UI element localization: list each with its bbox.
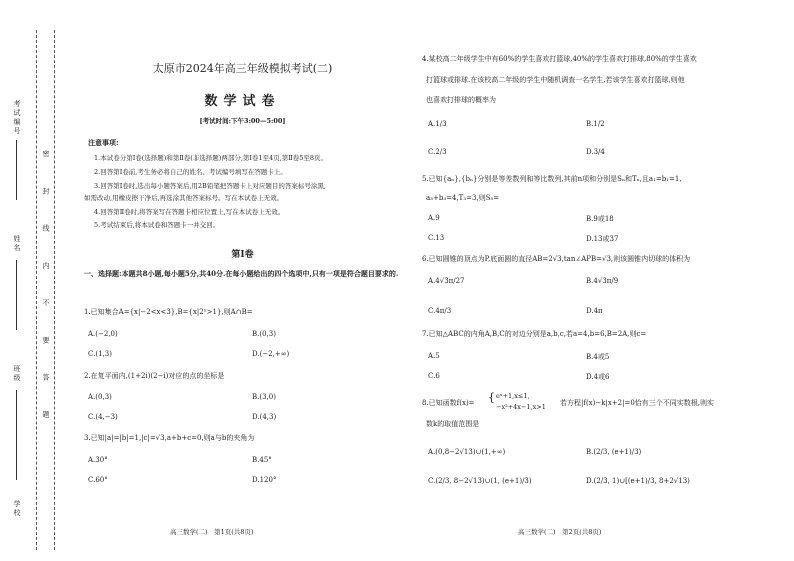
question-8-tail: 若方程|f(x)−k|x+2|=0恰有三个不同实数根,则实 <box>560 399 714 407</box>
q4-option-c: C.2/3 <box>428 148 447 156</box>
notice-item: 4.回答第Ⅱ卷时,将答案写在答题卡相应位置上,写在本试卷上无效。 <box>94 208 285 216</box>
q6-option-c: C.4π/3 <box>428 307 452 315</box>
exam-no-label: 考试编号 <box>13 100 21 136</box>
notice-item: 3.回答第Ⅰ卷时,选出每小题答案后,用2B铅笔把答题卡上对应题目的答案标号涂黑, <box>94 182 326 190</box>
question-4-line3: 也喜欢打排球的概率为 <box>426 96 496 104</box>
question-4-line2: 打篮球或排球.在该校高二年级的学生中随机调查一名学生,若该学生喜欢打篮球,则他 <box>426 76 685 84</box>
q4-option-b: B.1/2 <box>586 120 605 128</box>
q1-option-d: D.(−2,+∞) <box>252 350 290 358</box>
q7-option-a: A.5 <box>428 352 440 360</box>
q2-option-a: A.(0,3) <box>88 393 112 401</box>
q4-option-a: A.1/3 <box>428 120 447 128</box>
q5-option-b: B.9或18 <box>586 215 614 223</box>
section-title: 第Ⅰ卷 <box>231 250 254 260</box>
subject-title: 数学试卷 <box>204 94 281 109</box>
section-description: 一、选择题:本题共8小题,每小题5分,共40分.在每小题给出的四个选项中,只有一项是符合题目要求的. <box>84 269 399 278</box>
q2-option-c: C.(4,−3) <box>88 413 118 421</box>
name-blank <box>16 260 17 330</box>
q3-option-b: B.45° <box>252 456 272 464</box>
page-footer: 高三数学(二) 第1页(共8页) <box>170 528 254 536</box>
name-label: 姓名 <box>13 235 21 253</box>
q5-option-c: C.13 <box>428 234 445 242</box>
q8-option-b: B.(2/3, (e+1)/3) <box>586 448 642 456</box>
q3-option-c: C.60° <box>88 476 108 484</box>
piece-1: eˣ+1,x≤1, <box>496 392 530 400</box>
q1-option-a: A.(−2,0) <box>88 330 118 338</box>
question-4-line1: 4.某校高二年级学生中有60%的学生喜欢打篮球,40%的学生喜欢打排球,80%的学生喜欢 <box>422 55 697 63</box>
q5-option-a: A.9 <box>428 214 440 222</box>
question-5-line2: a₃+b₃=4,T₃=3,则S₅= <box>426 194 500 202</box>
q4-option-d: D.3/4 <box>586 148 605 156</box>
exam-time: [考试时间:下午3:00—5:00] <box>199 117 286 125</box>
class-label: 班级 <box>13 365 21 383</box>
question-3: 3.已知|a|=|b|=1,|c|=√3,a+b+c=0,则a与b的夹角为 <box>84 434 255 442</box>
question-8-head: 8.已知函数f(x)= <box>422 399 475 407</box>
page-1 <box>80 0 405 561</box>
school-label: 学校 <box>13 500 21 518</box>
q2-option-b: B.(3,0) <box>252 393 276 401</box>
piecewise-brace: { <box>488 391 495 404</box>
page-footer: 高三数学(二) 第2页(共8页) <box>518 528 602 536</box>
exam-no-blank <box>16 140 17 200</box>
seal-text: 密 封 线 内 不 要 答 题 <box>42 150 50 432</box>
notice-item: 2.回答第Ⅰ卷前,考生务必将自己的姓名、考试编号填写在答题卡上。 <box>94 168 287 176</box>
cut-line-inner <box>54 30 55 550</box>
binding-strip <box>0 0 62 561</box>
piece-2: −x²+4x−1,x>1 <box>496 403 546 411</box>
notice-heading: 注意事项: <box>88 138 119 147</box>
question-2: 2.在复平面内,(1+2i)(2−i)对应的点的坐标是 <box>84 372 225 380</box>
page-2 <box>418 0 790 561</box>
q8-option-c: C.(2/3, 8−2√13)∪(1, (e+1)/3) <box>428 477 532 485</box>
q8-option-a: A.(0,8−2√13)∪(1,+∞) <box>428 448 506 456</box>
q7-option-d: D.4或6 <box>586 373 610 381</box>
q6-option-a: A.4√3π/27 <box>428 277 465 285</box>
q6-option-d: D.4π <box>586 307 603 315</box>
q8-option-d: D.(2/3, 1)∪[(e+1)/3, 8+2√13) <box>586 477 690 485</box>
q2-option-d: D.(4,3) <box>252 413 277 421</box>
q3-option-d: D.120° <box>252 476 277 484</box>
notice-item: 1.本试卷分第Ⅰ卷(选择题)和第Ⅱ卷(非选择题)两部分,第Ⅰ卷1至4页,第Ⅱ卷5至8页。 <box>94 154 327 162</box>
q5-option-d: D.13或37 <box>586 235 619 243</box>
class-blank <box>16 390 17 480</box>
cut-line-outer <box>36 30 37 550</box>
question-5-line1: 5.已知{aₙ},{bₙ}分别是等差数列和等比数列,其前n项和分别是Sₙ和Tₙ,且a₁=b₁=1, <box>422 175 682 183</box>
q6-option-b: B.4√3π/9 <box>586 277 619 285</box>
q3-option-a: A.30° <box>88 456 108 464</box>
question-6: 6.已知圆锥的顶点为P,底面圆的直径AB=2√3,tan∠APB=√3,则该圆锥内切球的体积为 <box>422 255 691 263</box>
notice-item: 5.考试结束后,将本试卷和答题卡一并交回。 <box>94 221 220 229</box>
question-1: 1.已知集合A={x|−2<x<3},B={x|2ˣ>1},则A∩B= <box>84 308 253 316</box>
q7-option-c: C.6 <box>428 372 440 380</box>
exam-title: 太原市2024年高三年级模拟考试(二) <box>152 62 333 75</box>
question-8-line2: 数k的取值范围是 <box>426 420 480 428</box>
question-7: 7.已知△ABC的内角A,B,C的对边分别是a,b,c,若a=4,b=6,B=2A,则c= <box>422 330 647 338</box>
q7-option-b: B.4或5 <box>586 353 610 361</box>
q1-option-c: C.(1,3) <box>88 350 112 358</box>
notice-item: 如需改动,用橡皮擦干净后,再选涂其他答案标号。写在本试卷上无效。 <box>84 194 284 202</box>
q1-option-b: B.(0,3) <box>252 330 276 338</box>
